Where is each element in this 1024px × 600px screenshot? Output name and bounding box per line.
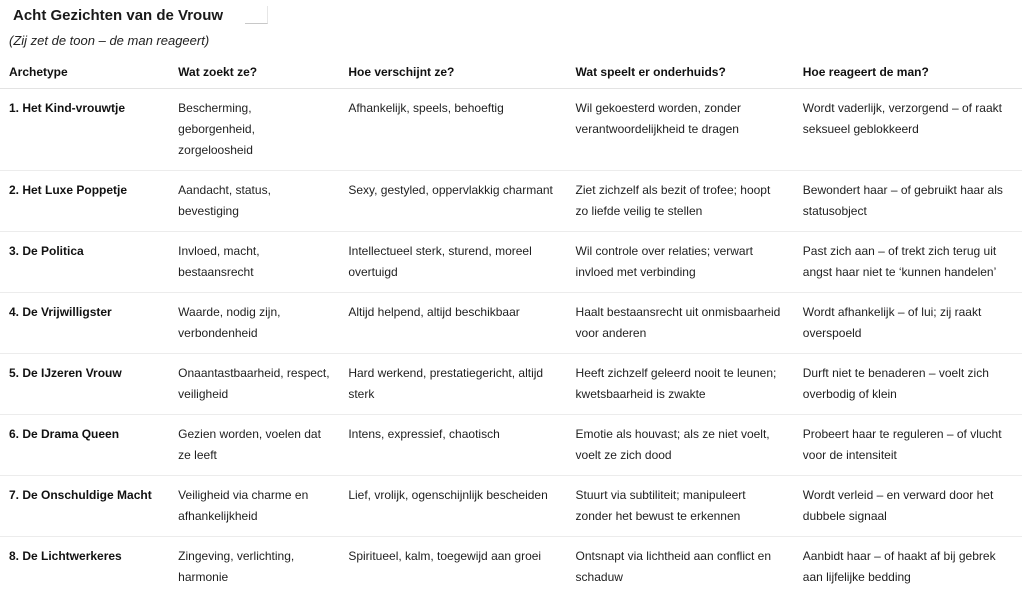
table-row xyxy=(0,415,1022,476)
appearance-cell: Altijd helpend, altijd beschikbaar xyxy=(348,305,520,319)
column-header-archetype: Archetype xyxy=(0,58,178,89)
column-header-undercurrent: Wat speelt er onderhuids? xyxy=(576,58,803,89)
undercurrent-cell: Heeft zichzelf geleerd nooit te leunen; kwetsbaarheid is zwakte xyxy=(575,366,777,401)
appearance-cell: Sexy, gestyled, oppervlakkig charmant xyxy=(348,183,553,197)
table-row xyxy=(0,232,1022,293)
seeks-cell: Waarde, nodig zijn, verbondenheid xyxy=(178,305,281,340)
appearance-cell: Afhankelijk, speels, behoeftig xyxy=(348,101,504,115)
archetype-cell: 1. Het Kind-vrouwtje xyxy=(9,101,126,115)
appearance-cell: Hard werkend, prestatiegericht, altijd sterk xyxy=(348,366,544,401)
man-reaction-cell: Wordt afhankelijk – of lui; zij raakt overspoeld xyxy=(802,305,982,340)
man-reaction-cell: Probeert haar te reguleren – of vlucht voor de intensiteit xyxy=(802,427,1002,462)
table-row xyxy=(0,476,1022,537)
column-header-man-reaction: Hoe reageert de man? xyxy=(803,58,1022,89)
page-title: Acht Gezichten van de Vrouw xyxy=(13,7,224,24)
archetype-cell: 6. De Drama Queen xyxy=(9,427,120,441)
column-header-seeks: Wat zoekt ze? xyxy=(178,58,348,89)
undercurrent-cell: Ontsnapt via lichtheid aan conflict en schaduw xyxy=(575,549,771,584)
man-reaction-cell: Past zich aan – of trekt zich terug uit angst haar niet te ‘kunnen handelen’ xyxy=(802,244,997,279)
man-reaction-cell: Wordt vaderlijk, verzorgend – of raakt seksueel geblokkeerd xyxy=(802,101,1002,136)
man-reaction-cell: Wordt verleid – en verward door het dubbele signaal xyxy=(802,488,994,523)
seeks-cell: Bescherming, geborgenheid, zorgeloosheid xyxy=(178,101,255,157)
seeks-cell: Veiligheid via charme en afhankelijkheid xyxy=(178,488,309,523)
seeks-cell: Invloed, macht, bestaansrecht xyxy=(178,244,260,279)
archetype-cell: 8. De Lichtwerkeres xyxy=(9,549,122,563)
appearance-cell: Spiritueel, kalm, toegewijd aan groei xyxy=(348,549,542,563)
title-divider-box xyxy=(245,6,268,24)
table-header-row xyxy=(0,58,1022,89)
table-row xyxy=(0,537,1022,598)
page-subtitle: (Zij zet de toon – de man reageert) xyxy=(9,33,210,48)
seeks-cell: Zingeving, verlichting, harmonie xyxy=(178,549,295,584)
man-reaction-cell: Durft niet te benaderen – voelt zich overbodig of klein xyxy=(802,366,989,401)
appearance-cell: Lief, vrolijk, ogenschijnlijk bescheiden xyxy=(348,488,548,502)
archetype-table xyxy=(0,58,1022,597)
appearance-cell: Intellectueel sterk, sturend, moreel overtuigd xyxy=(348,244,532,279)
archetype-cell: 2. Het Luxe Poppetje xyxy=(9,183,128,197)
table-row xyxy=(0,354,1022,415)
archetype-cell: 5. De IJzeren Vrouw xyxy=(9,366,122,380)
man-reaction-cell: Bewondert haar – of gebruikt haar als statusobject xyxy=(802,183,1003,218)
seeks-cell: Gezien worden, voelen dat ze leeft xyxy=(178,427,321,462)
archetype-cell: 4. De Vrijwilligster xyxy=(9,305,112,319)
seeks-cell: Onaantastbaarheid, respect, veiligheid xyxy=(178,366,330,401)
undercurrent-cell: Haalt bestaansrecht uit onmisbaarheid voor anderen xyxy=(575,305,781,340)
column-header-appearance: Hoe verschijnt ze? xyxy=(348,58,575,89)
archetype-cell: 7. De Onschuldige Macht xyxy=(9,488,152,502)
undercurrent-cell: Ziet zichzelf als bezit of trofee; hoopt zo liefde veilig te stellen xyxy=(575,183,771,218)
title-row xyxy=(13,6,268,28)
undercurrent-cell: Emotie als houvast; als ze niet voelt, voelt ze zich dood xyxy=(575,427,770,462)
table-row xyxy=(0,171,1022,232)
seeks-cell: Aandacht, status, bevestiging xyxy=(178,183,271,218)
table-row xyxy=(0,293,1022,354)
undercurrent-cell: Wil gekoesterd worden, zonder verantwoordelijkheid te dragen xyxy=(575,101,741,136)
undercurrent-cell: Wil controle over relaties; verwart invloed met verbinding xyxy=(575,244,753,279)
man-reaction-cell: Aanbidt haar – of haakt af bij gebrek aan lijfelijke bedding xyxy=(802,549,996,584)
table-row xyxy=(0,89,1022,171)
archetype-cell: 3. De Politica xyxy=(9,244,84,258)
appearance-cell: Intens, expressief, chaotisch xyxy=(348,427,500,441)
undercurrent-cell: Stuurt via subtiliteit; manipuleert zonder het bewust te erkennen xyxy=(575,488,746,523)
